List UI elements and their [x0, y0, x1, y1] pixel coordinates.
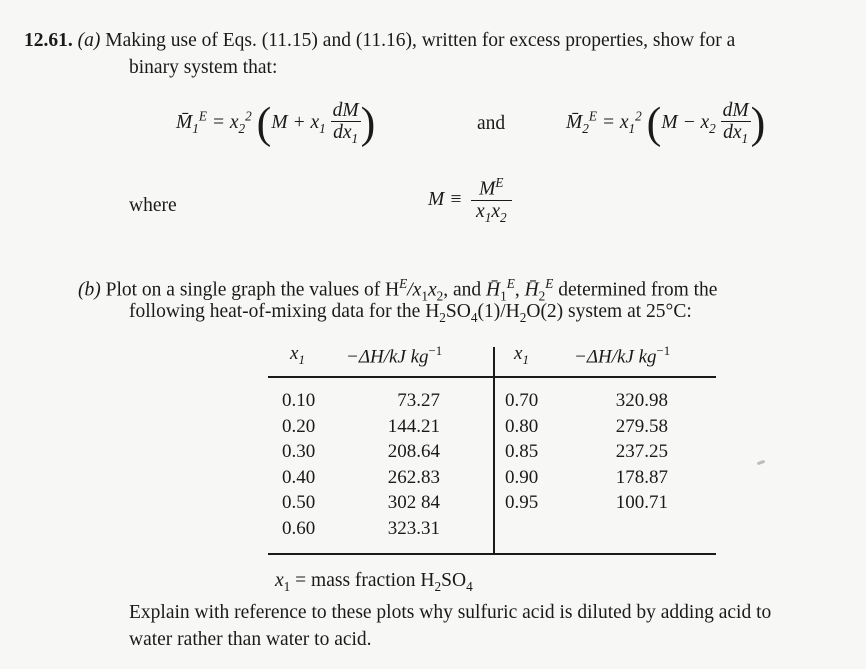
problem-statement-a — [24, 30, 735, 52]
equation-1: $M̄_1^E = x_2^2$ ($M + x_1$ $\frac{dM}{dx_1}$ ) — [176, 98, 376, 148]
table-left-dh-cell: 144.21 — [387, 415, 440, 437]
table-left-x-column — [282, 388, 315, 542]
explain-line1: Explain with reference to these plots why sulfuric acid is diluted by adding acid to — [129, 602, 772, 623]
table-left-dh-cell: 208.64 — [387, 441, 440, 463]
table-left-x-cell: 0.60 — [282, 517, 316, 539]
part-a-line1: Making use of Eqs. (11.15) and (11.16), written for excess properties, show for a — [105, 30, 736, 51]
eq2-frac-num: dM — [722, 100, 749, 121]
def-lhs: M ≡ — [428, 189, 463, 211]
def-num: M — [479, 178, 496, 200]
table-right-x-cell: 0.90 — [505, 466, 539, 488]
table-right-dh-cell: 237.25 — [615, 441, 668, 463]
where-label: where — [129, 195, 177, 216]
table-right-x-cell: 0.70 — [505, 390, 539, 411]
eq1-frac-den: dx — [333, 122, 352, 144]
part-b-line1: (b) Plot on a single graph the values of $H^E/x_1x_2$, and $H̄_1^E$, $H̄_2^E$ determined from the — [78, 276, 718, 304]
problem-number: 12.61. — [24, 30, 73, 51]
table-left-x-cell: 0.30 — [282, 441, 316, 463]
table-right-x-column — [505, 388, 538, 516]
equation-2: $M̄_2^E = x_1^2$ ($M - x_2$ $\frac{dM}{dx_1}$ ) — [566, 98, 766, 148]
table-right-x-cell: 0.80 — [505, 415, 539, 437]
table-right-dh-cell: 178.87 — [615, 466, 668, 488]
table-left-dh-cell: 302 84 — [387, 492, 440, 514]
eq1-inner: M + x — [271, 111, 320, 133]
table-left-dh-column — [364, 388, 440, 542]
table-left-dh-cell: 73.27 — [397, 390, 440, 411]
table-column-divider — [493, 347, 495, 553]
table-right-x-cell: 0.95 — [505, 492, 539, 514]
equation-and: and — [477, 113, 506, 134]
eq2-lhs: M̄ — [566, 111, 583, 133]
table-bottom-rule — [268, 553, 716, 555]
table-left-x-cell: 0.50 — [282, 492, 316, 514]
table-header-x-left: $x_1$ — [290, 343, 305, 367]
table-right-dh-cell: 320.98 — [615, 390, 668, 411]
table-header-dh-right: −ΔH/kJ $kg^{-1}$ — [574, 343, 671, 368]
eq2-inner: M − x — [661, 111, 710, 133]
eq1-lhs: M̄ — [176, 111, 193, 133]
part-a-line2: binary system that: — [129, 57, 278, 78]
table-right-dh-column — [596, 388, 668, 516]
table-left-dh-cell: 262.83 — [387, 466, 440, 488]
table-footnote: $x_1$ = mass fraction $H_2SO_4$ — [275, 570, 473, 594]
table-right-dh-cell: 279.58 — [615, 415, 668, 437]
part-b-label: (b) — [78, 279, 101, 301]
def-den: x — [476, 200, 485, 222]
eq2-frac-den: dx — [723, 122, 742, 144]
table-right-dh-cell: 100.71 — [615, 492, 668, 514]
table-left-x-cell: 0.40 — [282, 466, 316, 488]
table-left-dh-cell: 323.31 — [387, 517, 440, 539]
table-right-x-cell: 0.85 — [505, 441, 539, 463]
table-header-x-right: $x_1$ — [514, 343, 529, 367]
table-left-x-cell: 0.20 — [282, 415, 316, 437]
table-left-x-cell: 0.10 — [282, 390, 316, 411]
scan-speck — [757, 460, 766, 466]
definition-equation: M ≡ $\frac{M^E}{x_1x_2}$ — [428, 176, 512, 225]
eq1-rhs-pre: = x — [211, 111, 239, 133]
explain-line2: water rather than water to acid. — [129, 629, 372, 650]
table-header-dh-left: −ΔH/kJ $kg^{-1}$ — [346, 343, 443, 368]
part-b-line2: following heat-of-mixing data for the $H_2SO_4(1)/H_2O(2)$ system at 25°C: — [129, 301, 692, 325]
eq2-rhs-pre: = x — [601, 111, 629, 133]
table-top-rule — [268, 376, 716, 378]
part-a-label: (a) — [77, 30, 101, 51]
eq1-frac-num: dM — [332, 100, 359, 121]
